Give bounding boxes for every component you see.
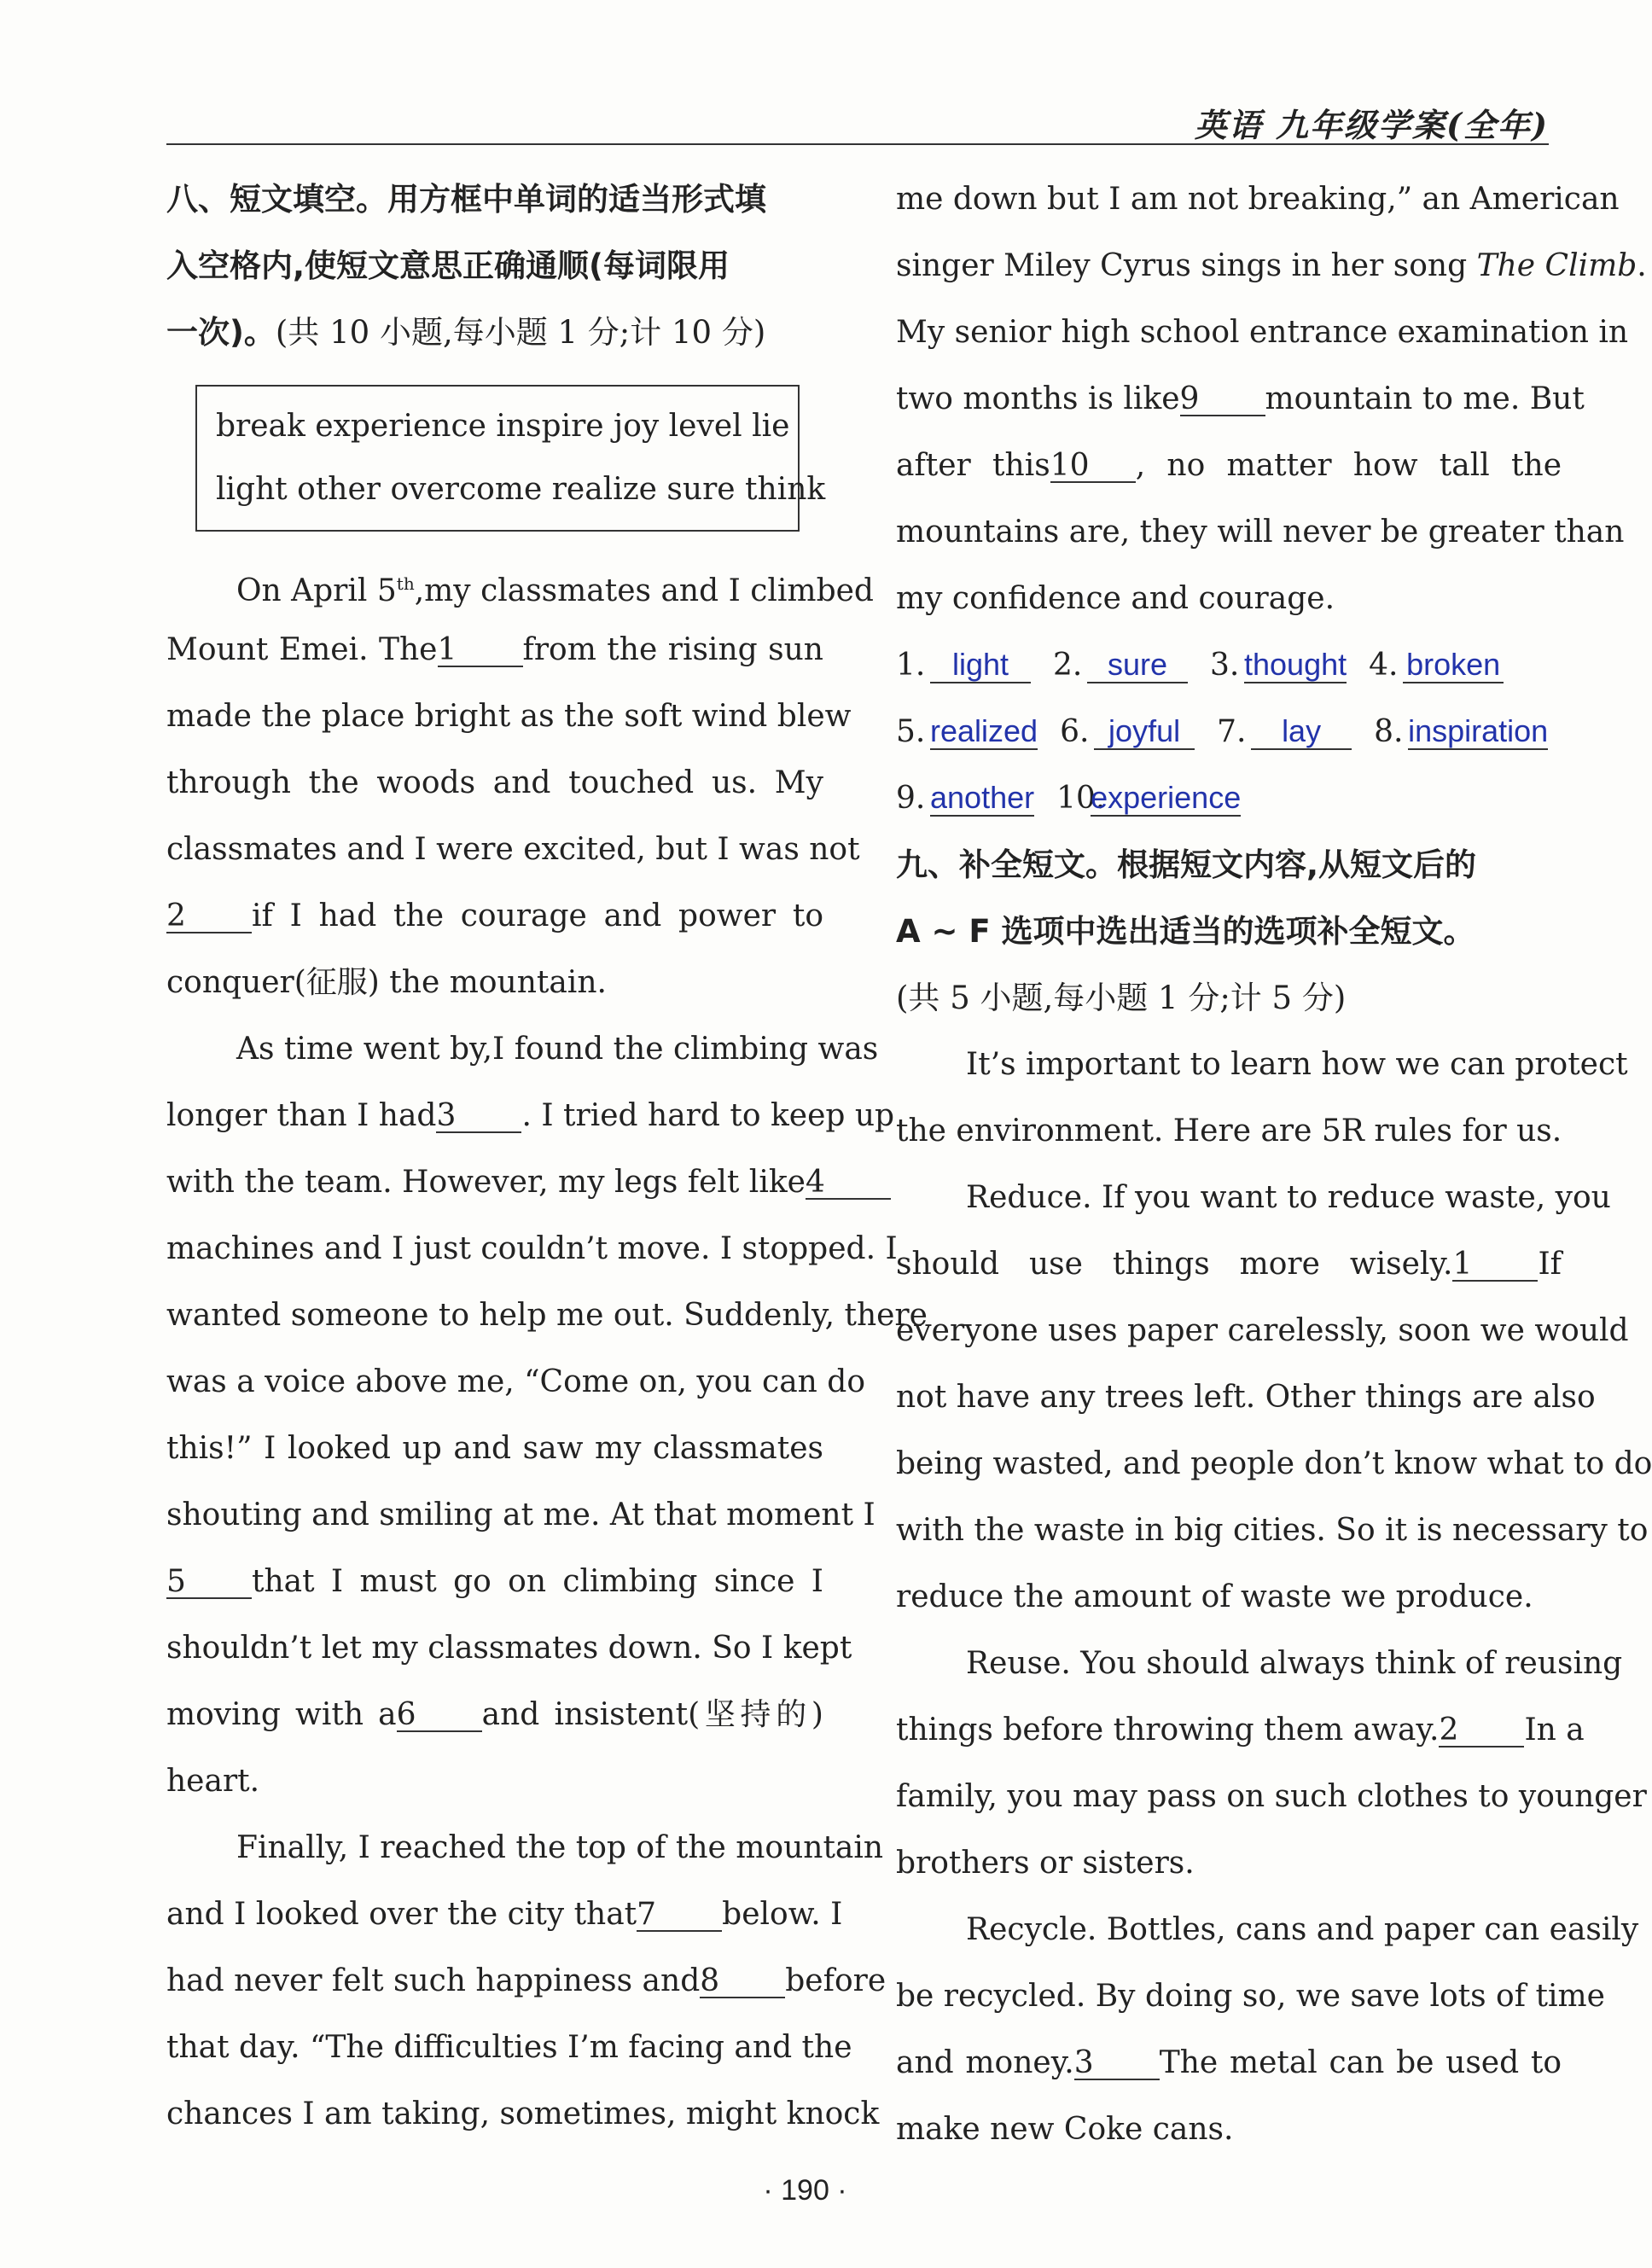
- line-text: .: [1637, 248, 1647, 283]
- answer-number: 8.: [1374, 714, 1404, 749]
- answer-number: 6.: [1060, 714, 1090, 749]
- answer-value: sure: [1087, 648, 1188, 683]
- text-line: wanted someone to help me out. Suddenly, there: [166, 1298, 928, 1333]
- blank-number: 4: [806, 1167, 891, 1200]
- heading-line: 入空格内,使短文意思正确通顺(每词限用: [166, 247, 730, 284]
- answer-row: [896, 765, 1562, 832]
- text-line: [166, 617, 823, 683]
- line-text: two months is like: [896, 381, 1180, 416]
- answer-value: joyful: [1094, 714, 1195, 750]
- text-line: [166, 883, 823, 950]
- blank-number: 1: [438, 635, 523, 667]
- para: [896, 1897, 1639, 2163]
- song-title: The Climb: [1476, 248, 1637, 283]
- line-text: with the team. However, my legs felt like: [166, 1165, 806, 1200]
- heading-line: 八、短文填空。用方框中单词的适当形式填: [166, 181, 766, 218]
- line-text: that I must go on climbing since I: [252, 1564, 823, 1599]
- line-text: and insistent(坚持的): [481, 1697, 823, 1732]
- text-line: this!” I looked up and saw my classmates: [166, 1431, 823, 1466]
- text-line: me down but I am not breaking,” an American: [896, 182, 1620, 217]
- text-line: brothers or sisters.: [896, 1846, 1195, 1881]
- text-line: my confidence and courage.: [896, 581, 1335, 616]
- line-text: , no matter how tall the: [1135, 448, 1562, 483]
- blank-number: 8: [700, 1966, 785, 1998]
- text-line: through the woods and touched us. My: [166, 765, 823, 800]
- line-text: below. I: [722, 1897, 843, 1932]
- answer-item: [896, 699, 1038, 765]
- answer-item: [1369, 632, 1504, 699]
- blank-number: 2: [1439, 1715, 1524, 1748]
- answer-item: [1053, 632, 1188, 699]
- text-line: My senior high school entrance examination in: [896, 315, 1629, 350]
- text-line: being wasted, and people don’t know what to do: [896, 1446, 1652, 1481]
- line-text: Mount Emei. The: [166, 632, 438, 667]
- answer-item: [1210, 632, 1347, 699]
- header-title: 英语 九年级学案(全年): [1194, 106, 1549, 144]
- para: [166, 550, 874, 1016]
- word-box: [195, 385, 826, 532]
- answer-number: 4.: [1369, 648, 1399, 683]
- text-line: [166, 1881, 843, 1948]
- heading-score: (共 10 小题,每小题 1 分;计 10 分): [275, 314, 766, 351]
- heading-line: [896, 965, 1562, 1032]
- text-line: [896, 433, 1562, 499]
- text-line: [896, 233, 1647, 299]
- blank-number: 5: [166, 1567, 252, 1599]
- line-text: singer Miley Cyrus sings in her song: [896, 248, 1477, 283]
- para: [896, 166, 1647, 632]
- text-line: heart.: [166, 1764, 260, 1799]
- section-9-heading: [896, 832, 1562, 1032]
- text-line: that day. “The difficulties I’m facing and the: [166, 2030, 852, 2065]
- heading-line: A ~ F 选项中选出适当的选项补全短文。: [896, 913, 1475, 950]
- answer-value: broken: [1403, 648, 1504, 683]
- text-line: shouting and smiling at me. At that moment I: [166, 1497, 875, 1532]
- line-text: should use things more wisely.: [896, 1247, 1453, 1282]
- answer-number: 7.: [1217, 714, 1247, 749]
- text-line: [896, 2030, 1562, 2096]
- answer-value: light: [930, 648, 1031, 683]
- text-line: [896, 366, 1585, 433]
- line-text: after this: [896, 448, 1050, 483]
- text-line: reduce the amount of waste we produce.: [896, 1579, 1533, 1614]
- answer-number: 3.: [1210, 648, 1240, 683]
- text-line: Finally, I reached the top of the mountain: [236, 1830, 884, 1865]
- text-line: mountains are, they will never be greater than: [896, 515, 1625, 550]
- text-line: make new Coke cans.: [896, 2112, 1234, 2147]
- text-line: Reduce. If you want to reduce waste, you: [966, 1180, 1611, 1215]
- answer-item: [896, 632, 1031, 699]
- answer-value: realized: [930, 713, 1038, 748]
- answer-number: 10.: [1056, 781, 1106, 816]
- para: [166, 1815, 887, 2148]
- page-header: [166, 92, 1549, 145]
- line-text: In a: [1524, 1713, 1585, 1748]
- page-number: · 190 ·: [763, 2174, 847, 2207]
- line-text: mountain to me. But: [1265, 381, 1585, 416]
- text-line: family, you may pass on such clothes to younger: [896, 1779, 1647, 1814]
- answer-value: another: [930, 780, 1035, 815]
- word-box-line: light other overcome realize sure think: [216, 472, 826, 507]
- answer-value: experience: [1091, 780, 1242, 815]
- blank-number: 2: [166, 901, 252, 933]
- answer-item: [1056, 765, 1241, 832]
- line-text: ,my classmates and I climbed: [414, 573, 874, 608]
- line-text: things before throwing them away.: [896, 1713, 1440, 1748]
- answer-value: thought: [1244, 647, 1347, 682]
- text-line: made the place bright as the soft wind blew: [166, 699, 852, 734]
- text-line: As time went by,I found the climbing was: [236, 1032, 879, 1067]
- answer-value: lay: [1251, 714, 1352, 750]
- text-line: [896, 1231, 1562, 1298]
- text-line: everyone uses paper carelessly, soon we would: [896, 1313, 1629, 1348]
- section-8-heading: [166, 166, 823, 366]
- answer-row: [896, 632, 1562, 699]
- text-line: conquer(征服) the mountain.: [166, 965, 607, 1000]
- answer-item: [1060, 699, 1195, 765]
- text-line: be recycled. By doing so, we save lots of time: [896, 1979, 1605, 2014]
- line-text: and I looked over the city that: [166, 1897, 637, 1932]
- heading-line: 一次)。(共 10 小题,每小题 1 分;计 10 分): [166, 314, 766, 351]
- text-line: [166, 1682, 823, 1748]
- text-line: chances I am taking, sometimes, might knock: [166, 2096, 880, 2131]
- text-line: [166, 1083, 895, 1149]
- line-text: before: [785, 1963, 887, 1998]
- right-column: [896, 166, 1652, 2163]
- answer-row: [896, 699, 1562, 765]
- text-line: [896, 1697, 1585, 1764]
- text-line: Reuse. You should always think of reusing: [966, 1646, 1623, 1681]
- line-text: had never felt such happiness and: [166, 1963, 701, 1998]
- heading-line: 九、补全短文。根据短文内容,从短文后的: [896, 846, 1477, 883]
- answer-item: [896, 765, 1034, 832]
- text-line: [166, 1549, 823, 1615]
- answer-item: [1374, 699, 1548, 765]
- para: [896, 1032, 1628, 1165]
- line-text: moving with a: [166, 1697, 397, 1732]
- text-line: [166, 1948, 887, 2015]
- line-text: On April 5: [236, 573, 397, 608]
- line-text: The metal can be used to: [1159, 2045, 1562, 2080]
- line-text: and money.: [896, 2045, 1074, 2080]
- heading-score: (共 5 小题,每小题 1 分;计 5 分): [896, 980, 1347, 1016]
- answer-item: [1217, 699, 1352, 765]
- blank-number: 10: [1050, 451, 1136, 483]
- blank-number: 1: [1452, 1249, 1538, 1282]
- answer-value: inspiration: [1408, 713, 1549, 748]
- blank-number: 3: [436, 1101, 521, 1133]
- superscript: th: [396, 573, 415, 594]
- answer-number: 2.: [1053, 648, 1083, 683]
- para: [166, 1016, 928, 1815]
- answer-number: 1.: [896, 648, 926, 683]
- text-line: not have any trees left. Other things are also: [896, 1380, 1596, 1415]
- text-line: [166, 1149, 823, 1216]
- line-text: . I tried hard to keep up: [521, 1098, 895, 1133]
- text-line: Recycle. Bottles, cans and paper can easily: [966, 1912, 1639, 1947]
- word-box-line: break experience inspire joy level lie: [216, 409, 790, 444]
- answer-list: [896, 632, 1562, 832]
- line-text: If: [1538, 1247, 1562, 1282]
- line-text: if I had the courage and power to: [252, 898, 823, 933]
- text-line: with the waste in big cities. So it is necessary to: [896, 1513, 1649, 1548]
- text-line: classmates and I were excited, but I was not: [166, 832, 860, 867]
- text-line: It’s important to learn how we can protect: [966, 1047, 1628, 1082]
- text-line: machines and I just couldn’t move. I stopped. I: [166, 1231, 898, 1266]
- answer-number: 9.: [896, 781, 926, 816]
- line-text: from the rising sun: [522, 632, 823, 667]
- text-line: shouldn’t let my classmates down. So I kept: [166, 1631, 852, 1666]
- blank-number: 9: [1180, 384, 1265, 416]
- blank-number: 3: [1074, 2048, 1160, 2080]
- text-line: the environment. Here are 5R rules for us.: [896, 1114, 1562, 1149]
- blank-number: 6: [397, 1700, 482, 1732]
- left-column: [166, 166, 928, 2148]
- para: [896, 1165, 1652, 1631]
- text-line: [166, 550, 874, 617]
- blank-number: 7: [637, 1899, 722, 1932]
- line-text: longer than I had: [166, 1098, 437, 1133]
- answer-number: 5.: [896, 714, 926, 749]
- para: [896, 1631, 1647, 1897]
- text-line: was a voice above me, “Come on, you can do: [166, 1364, 865, 1399]
